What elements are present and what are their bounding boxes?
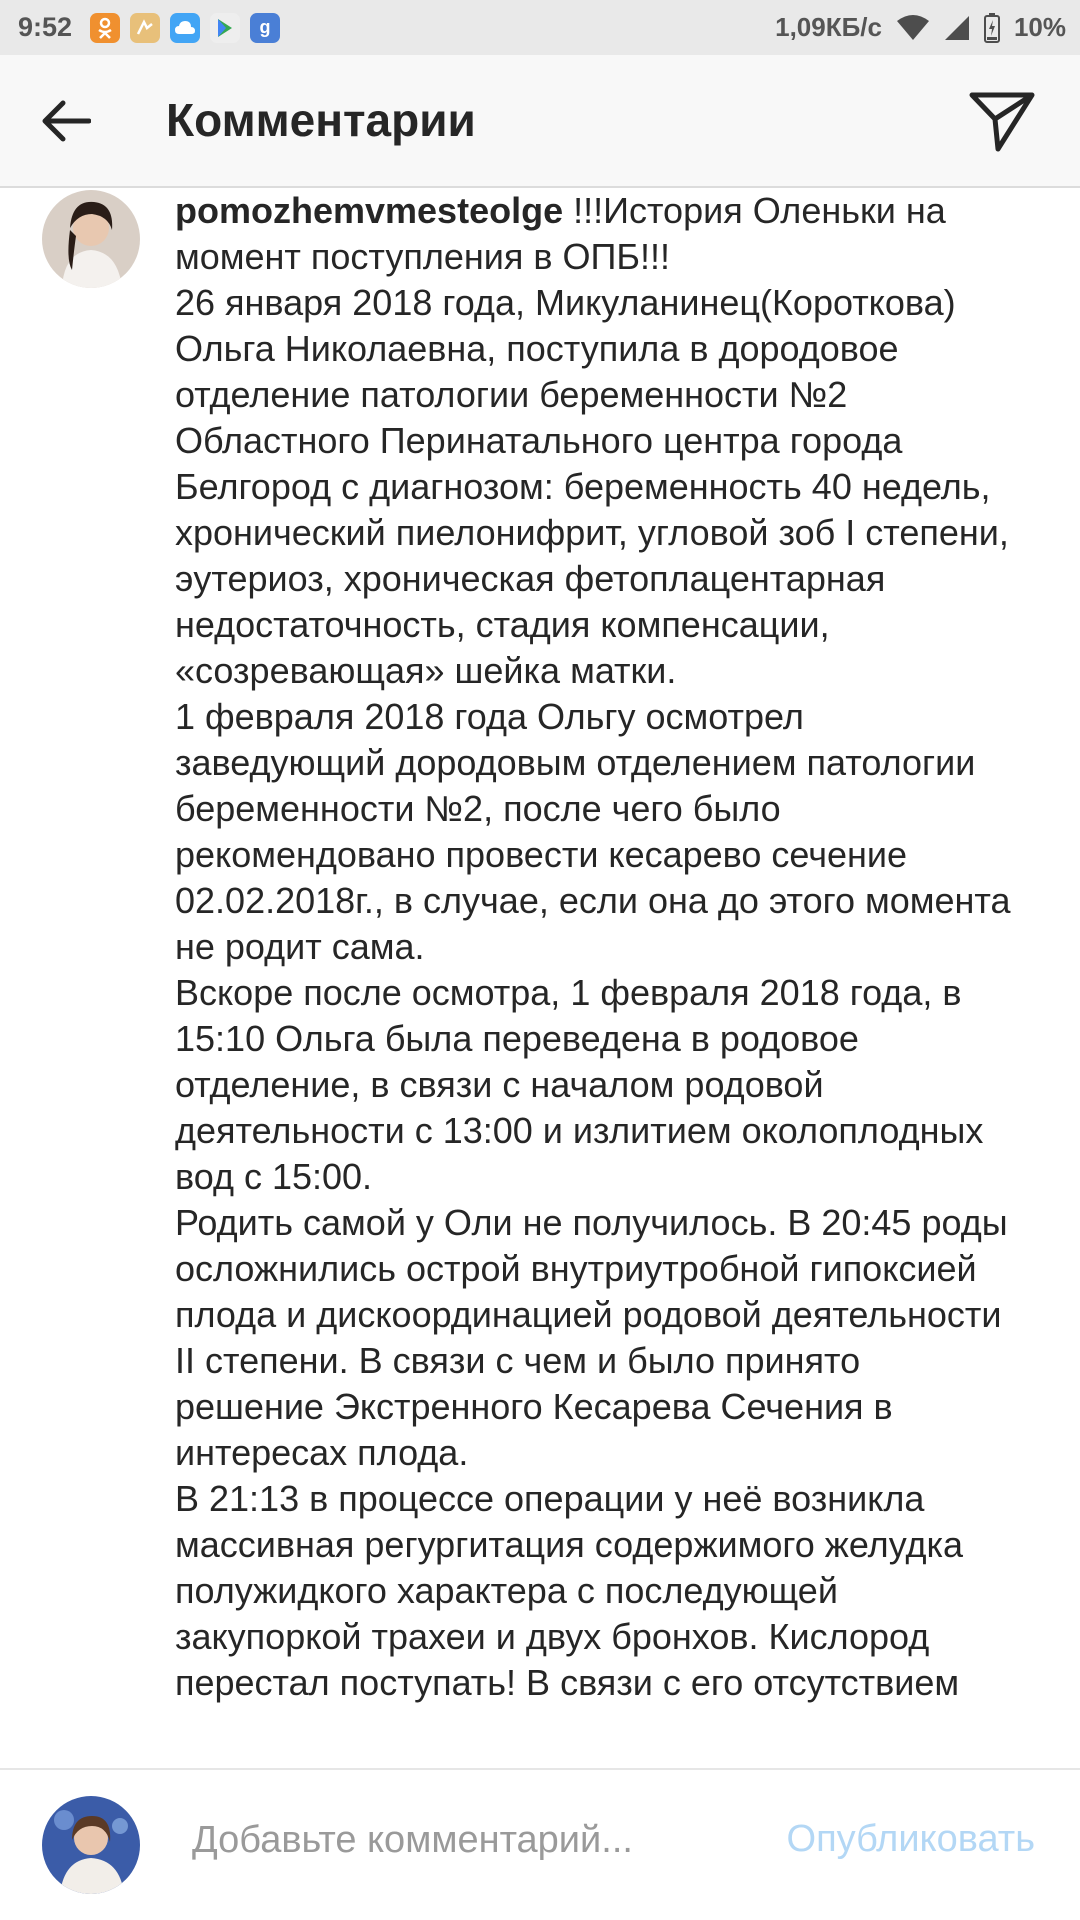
- status-time: 9:52: [18, 12, 73, 42]
- notification-icons: [90, 13, 280, 43]
- user-photo-icon: [42, 190, 140, 288]
- wifi-icon: [896, 15, 930, 41]
- back-button[interactable]: [36, 91, 96, 151]
- cloud-app-icon: [170, 13, 200, 43]
- status-bar: [0, 0, 1080, 55]
- comment-body: [175, 188, 1015, 1706]
- google-icon: g: [250, 13, 280, 43]
- game-app-icon: [130, 13, 160, 43]
- comment-username[interactable]: pomozhemvmesteolge: [175, 190, 564, 231]
- odnoklassniki-icon: [90, 13, 120, 43]
- signal-icon: [944, 15, 970, 41]
- page-title: Комментарии: [166, 94, 476, 146]
- comment-list[interactable]: [0, 188, 1080, 1768]
- avatar[interactable]: [42, 190, 140, 288]
- comment-composer: [0, 1768, 1080, 1920]
- status-right: [775, 12, 1066, 43]
- my-avatar: [42, 1796, 140, 1894]
- battery-icon: [984, 13, 1000, 43]
- battery-level: 10%: [1013, 12, 1066, 42]
- app-header: [0, 55, 1080, 188]
- publish-button[interactable]: Опубликовать: [786, 1818, 1035, 1860]
- user-photo-icon: [42, 1796, 140, 1894]
- network-speed: 1,09КБ/с: [775, 12, 882, 42]
- back-arrow-icon: [41, 100, 91, 142]
- send-icon: [968, 89, 1036, 153]
- comment-input[interactable]: [192, 1810, 712, 1870]
- play-store-icon: [210, 13, 240, 43]
- share-button[interactable]: [966, 85, 1038, 157]
- comment-content: !!!История Оленьки на момент поступления в ОПБ!!! 26 января 2018 года, Микуланинец(Короткова) Ольга Николаевна, поступила в дородовое отделение патологии беременности №2 Областного Перинатального центра города Белгород с диагнозом: беременность 40 недель, хронический пиелонифрит, угловой зоб I степени, эутериоз, хроническая фетоплацентарная недостаточность, стадия компенсации, «созревающая» шейка матки. 1 февраля 2018 года Ольгу осмотрел заведующий дородовым отделением патологии беременности №2, после чего было рекомендовано провести кесарево сечение 02.02.2018г., в случае, если она до этого момента не родит сама. Вскоре после осмотра, 1 февраля 2018 года, в 15:10 Ольга была переведена в родовое отделение, в связи с началом родовой деятельности с 13:00 и излитием околоплодных вод с 15:00. Родить самой у Оли не получилось. В 20:45 роды осложнились острой внутриутробной гипоксией плода и дискоординацией родовой деятельности II степени. В связи с чем и было принято решение Экстренного Кесарева Сечения в интересах плода. В 21:13 в процессе операции у неё возникла массивная регургитация содержимого желудка полужидкого характера с последующей закупоркой трахеи и двух бронхов. Кислород перестал поступать! В связи с его отсутствием: [175, 190, 1011, 1703]
